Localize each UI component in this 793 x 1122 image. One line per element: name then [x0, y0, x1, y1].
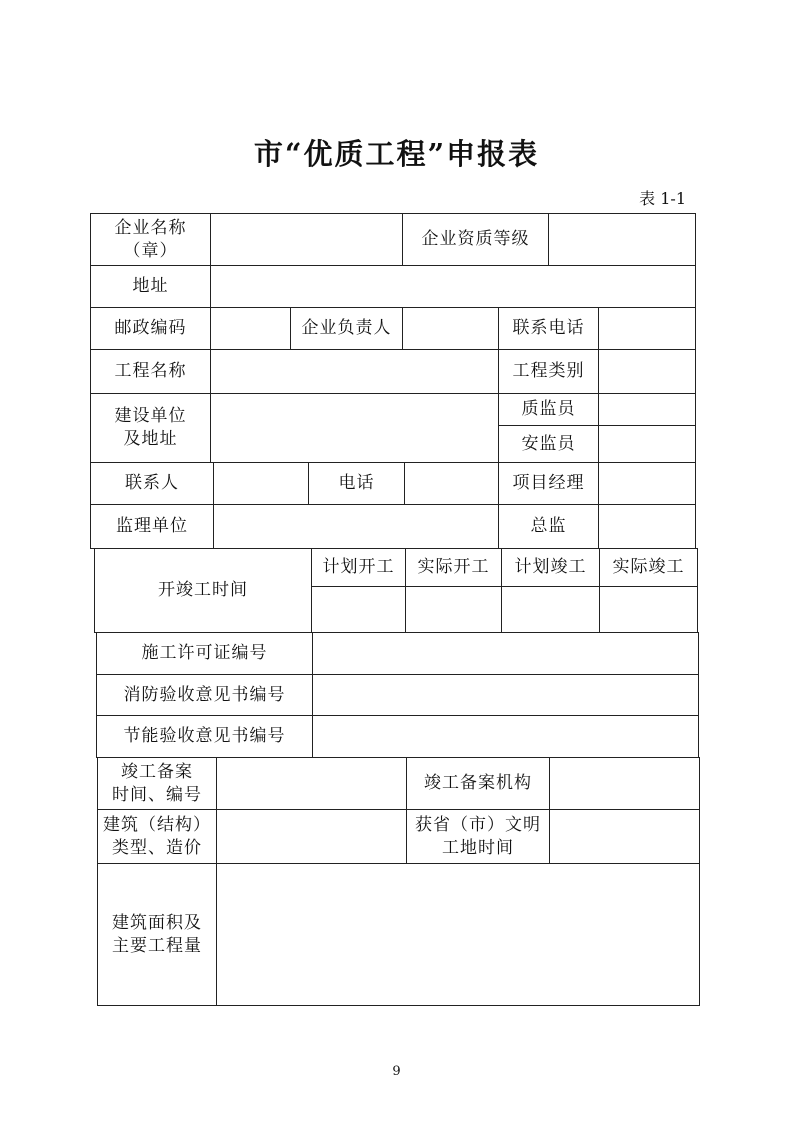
completion-filing-field[interactable]: [216, 757, 407, 810]
page-title: 市“优质工程”申报表: [253, 137, 540, 171]
company-name-label-line2: （章）: [123, 240, 178, 261]
contact-phone-field[interactable]: [598, 307, 696, 350]
project-name-label: [90, 349, 211, 394]
start-end-time-text: 开竣工时间: [158, 580, 248, 601]
project-category-text: 工程类别: [512, 361, 585, 382]
fire-acceptance-field[interactable]: [312, 674, 699, 716]
table-number: 表 1-1: [639, 189, 686, 208]
project-manager-text: 项目经理: [512, 473, 585, 494]
energy-acceptance-label: [96, 715, 313, 758]
structure-type-field[interactable]: [216, 809, 407, 864]
company-name-label-line1: 企业名称: [114, 217, 187, 238]
actual-completion-text: 实际竣工: [612, 557, 685, 578]
phone-field[interactable]: [404, 462, 499, 505]
address-field[interactable]: [210, 265, 696, 308]
contact-person-text: 联系人: [125, 473, 179, 494]
energy-acceptance-text: 节能验收意见书编号: [123, 726, 286, 747]
chief-supervisor-text: 总监: [530, 516, 567, 537]
quality-inspector-text: 质监员: [521, 399, 576, 420]
actual-completion-field[interactable]: [599, 586, 698, 633]
contact-phone-label: [498, 307, 599, 350]
filing-agency-field[interactable]: [549, 757, 700, 810]
chief-supervisor-field[interactable]: [598, 504, 696, 549]
contact-phone-text: 联系电话: [512, 318, 585, 339]
building-area-label-line1: 建筑面积及: [112, 912, 202, 933]
company-head-text: 企业负责人: [301, 318, 392, 339]
fire-acceptance-text: 消防验收意见书编号: [123, 684, 286, 705]
building-area-label: [97, 863, 217, 1006]
structure-type-label-line2: 类型、造价: [112, 837, 202, 858]
builder-label-line2: 及地址: [123, 429, 178, 449]
safety-inspector-label: [498, 425, 599, 463]
building-area-label-line2: 主要工程量: [112, 935, 202, 956]
building-area-field[interactable]: [216, 863, 700, 1006]
civilized-site-label: [406, 809, 550, 864]
company-head-label: [290, 307, 403, 350]
project-manager-field[interactable]: [598, 462, 696, 505]
address-label: [90, 265, 211, 308]
builder-label-line1: 建设单位: [114, 406, 187, 427]
structure-type-label: [97, 809, 217, 864]
planned-start-label: [311, 548, 406, 587]
planned-start-text: 计划开工: [322, 557, 395, 578]
project-category-field[interactable]: [598, 349, 696, 394]
planned-completion-text: 计划竣工: [514, 557, 587, 578]
filing-agency-text: 竣工备案机构: [424, 773, 532, 794]
contact-person-field[interactable]: [213, 462, 309, 505]
permit-number-text: 施工许可证编号: [141, 643, 268, 664]
planned-completion-label: [501, 548, 600, 587]
project-manager-label: [498, 462, 599, 505]
company-qualification-text: 企业资质等级: [421, 229, 530, 250]
actual-completion-label: [599, 548, 698, 587]
quality-inspector-field[interactable]: [598, 393, 696, 426]
energy-acceptance-field[interactable]: [312, 715, 699, 758]
safety-inspector-text: 安监员: [521, 433, 576, 454]
company-head-field[interactable]: [402, 307, 499, 350]
page-number: 9: [392, 1064, 401, 1079]
project-name-text: 工程名称: [114, 361, 187, 382]
filing-agency-label: [406, 757, 550, 810]
phone-label: [308, 462, 405, 505]
supervision-unit-field[interactable]: [213, 504, 499, 549]
actual-start-field[interactable]: [405, 586, 502, 633]
start-end-time-label: [94, 548, 312, 633]
permit-number-label: [96, 632, 313, 675]
builder-label: [90, 393, 211, 463]
chief-supervisor-label: [498, 504, 599, 549]
actual-start-label: [405, 548, 502, 587]
contact-person-label: [90, 462, 214, 505]
safety-inspector-field[interactable]: [598, 425, 696, 463]
planned-start-field[interactable]: [311, 586, 406, 633]
supervision-unit-label: [90, 504, 214, 549]
company-qualification-field[interactable]: [548, 213, 696, 266]
quality-inspector-label: [498, 393, 599, 426]
completion-filing-label-line2: 时间、编号: [112, 784, 202, 805]
project-category-label: [498, 349, 599, 394]
builder-field[interactable]: [210, 393, 499, 463]
structure-type-label-line1: 建筑（结构）: [103, 814, 211, 835]
address-text: 地址: [132, 276, 169, 297]
civilized-site-field[interactable]: [549, 809, 700, 864]
postal-code-text: 邮政编码: [114, 318, 187, 339]
completion-filing-label-line1: 竣工备案: [121, 761, 193, 782]
permit-number-field[interactable]: [312, 632, 699, 675]
postal-code-field[interactable]: [210, 307, 291, 350]
actual-start-text: 实际开工: [417, 557, 490, 578]
planned-completion-field[interactable]: [501, 586, 600, 633]
civilized-site-label-line2: 工地时间: [442, 837, 514, 858]
company-name-label: [90, 213, 211, 266]
fire-acceptance-label: [96, 674, 313, 716]
company-name-field[interactable]: [210, 213, 403, 266]
project-name-field[interactable]: [210, 349, 499, 394]
civilized-site-label-line1: 获省（市）文明: [415, 814, 541, 835]
company-qualification-label: [402, 213, 549, 266]
phone-text: 电话: [338, 473, 375, 494]
completion-filing-label: [97, 757, 217, 810]
postal-code-label: [90, 307, 211, 350]
supervision-unit-text: 监理单位: [116, 516, 188, 537]
